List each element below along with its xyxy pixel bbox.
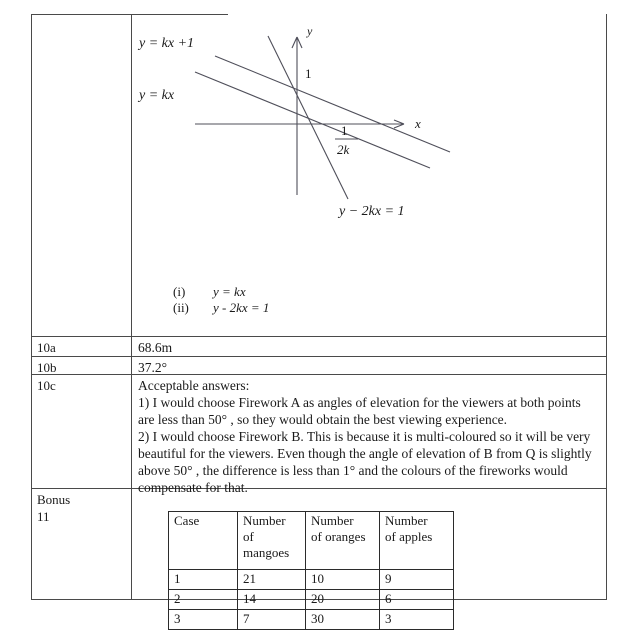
row-value-10b	[138, 359, 167, 376]
cell-case: 3	[169, 610, 238, 630]
header-case-line-1: Case	[174, 513, 200, 528]
part-item-i	[173, 284, 269, 300]
part-number-ii: (ii)	[173, 300, 189, 315]
header-mangoes-line-2: of	[243, 529, 254, 544]
table-row	[169, 610, 454, 630]
header-oranges-line-2: of oranges	[311, 529, 366, 544]
sheet-left-border	[31, 14, 32, 600]
part-item-ii	[173, 300, 269, 316]
header-apples-line-1: Number	[385, 513, 428, 528]
acceptable-answers-heading: Acceptable answers:	[138, 378, 250, 393]
row-label-10b: 10b	[37, 360, 57, 375]
label-x-intercept-numerator: 1	[341, 123, 348, 138]
answer-key-sheet	[31, 14, 607, 626]
label-line-y-eq-kx: y = kx	[139, 88, 175, 103]
cell-apples: 3	[380, 610, 454, 630]
line-y-minus-2kx-eq-1	[268, 36, 348, 199]
line-y-eq-kx-plus-1	[215, 56, 450, 152]
row-label-10a: 10a	[37, 340, 56, 355]
header-mangoes-line-1: Number	[243, 513, 286, 528]
label-y-intercept-1: 1	[305, 66, 312, 81]
table-header-row	[169, 512, 454, 570]
header-number-of-mangoes	[238, 512, 306, 570]
row-divider-10b	[31, 356, 607, 357]
acceptable-answer-2: 2) I would choose Firework B. This is because it is multi-coloured so it will be very beautiful for the viewers. Even though the angle of elevation of B from Q is slightly above 50° , the difference is less than 1° and the colours of the fireworks would compensate for that.	[138, 429, 592, 495]
part-equation-i: y = kx	[213, 284, 246, 299]
label-line-y-eq-kx-plus-1: y = kx +1	[139, 36, 195, 51]
label-line-y-minus-2kx-eq-1: y − 2kx = 1	[339, 204, 405, 219]
cell-mangoes: 21	[238, 570, 306, 590]
cell-oranges: 20	[306, 590, 380, 610]
row-value-10b-text: 37.2°	[138, 360, 168, 375]
label-y-axis: y	[307, 24, 313, 38]
part-equation-ii: y - 2kx = 1	[213, 300, 270, 315]
cell-apples: 9	[380, 570, 454, 590]
header-apples-line-2: of apples	[385, 529, 433, 544]
row-divider-10c	[31, 374, 607, 375]
row-value-10a	[138, 339, 172, 356]
fruit-counts-table	[168, 511, 454, 630]
table-row	[169, 570, 454, 590]
header-mangoes-line-3: mangoes	[243, 545, 290, 560]
sheet-right-border	[606, 14, 607, 600]
row-value-10c	[138, 377, 600, 496]
cell-mangoes: 7	[238, 610, 306, 630]
row-value-10a-text: 68.6m	[138, 340, 173, 355]
row-label-bonus: Bonus 11	[37, 492, 71, 524]
label-x-axis: x	[415, 116, 421, 131]
cell-oranges: 10	[306, 570, 380, 590]
parts-list	[173, 284, 269, 316]
row-label-10c: 10c	[37, 378, 56, 393]
header-oranges-line-1: Number	[311, 513, 354, 528]
row-divider-10a	[31, 336, 607, 337]
cell-apples: 6	[380, 590, 454, 610]
header-number-of-apples	[380, 512, 454, 570]
cell-mangoes: 14	[238, 590, 306, 610]
header-number-of-oranges	[306, 512, 380, 570]
header-case	[169, 512, 238, 570]
acceptable-answer-1: 1) I would choose Firework A as angles of elevation for the viewers at both points are less than 50° , so they would obtain the best viewing experience.	[138, 395, 581, 427]
label-x-intercept-denominator: 2k	[337, 142, 350, 157]
part-number-i: (i)	[173, 284, 186, 299]
cell-oranges: 30	[306, 610, 380, 630]
cell-case: 1	[169, 570, 238, 590]
cell-case: 2	[169, 590, 238, 610]
table-row	[169, 590, 454, 610]
